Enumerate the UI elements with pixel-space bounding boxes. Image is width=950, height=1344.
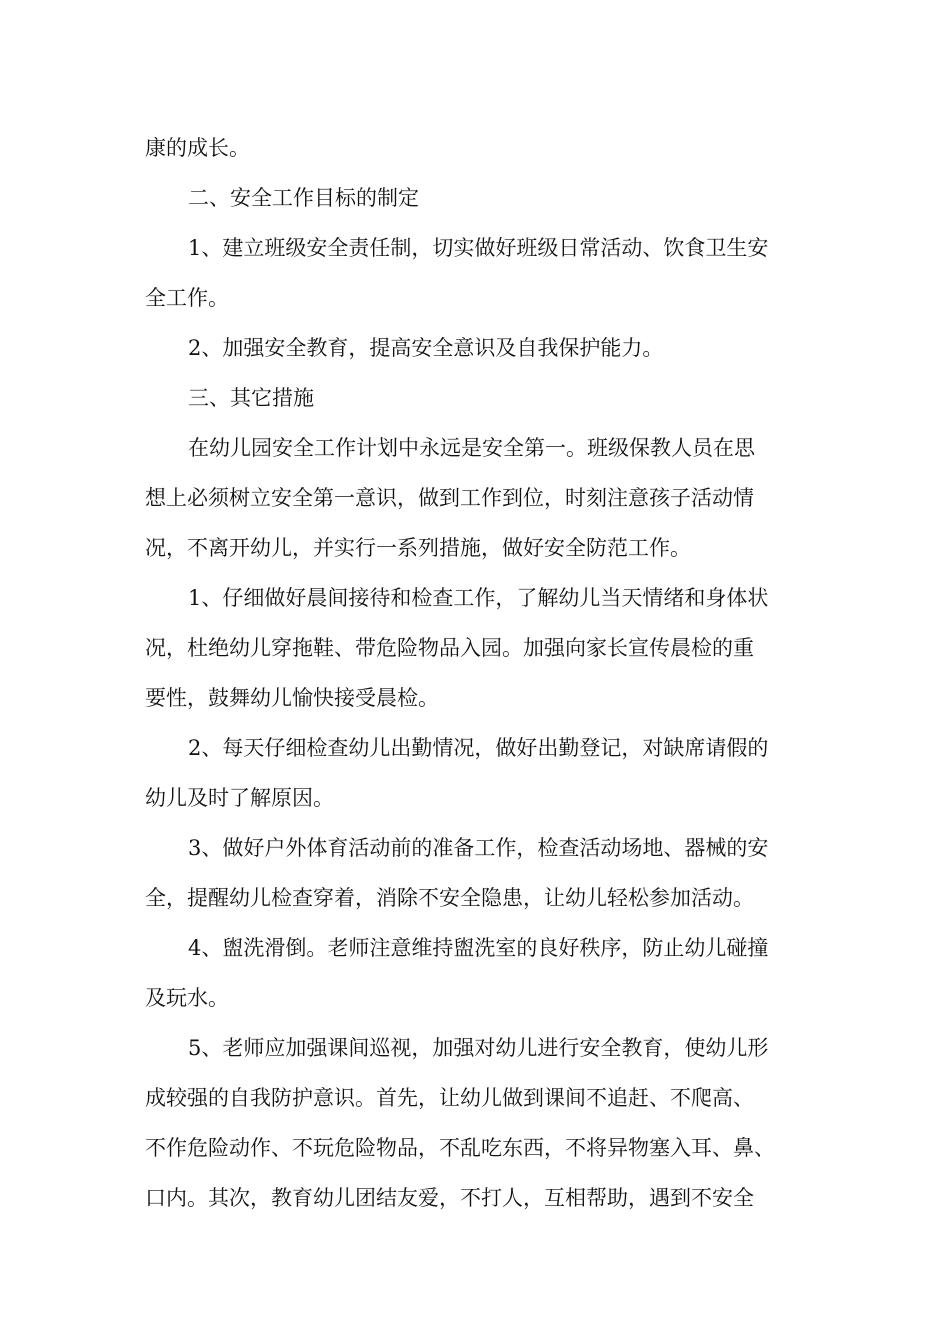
text-line: 口内。其次，教育幼儿团结友爱，不打人，互相帮助，遇到不安全 (145, 1186, 754, 1210)
text-line: 康的成长。 (145, 136, 250, 160)
text-line: 全，提醒幼儿检查穿着，消除不安全隐患，让幼儿轻松参加活动。 (145, 886, 754, 910)
text-line: 况，杜绝幼儿穿拖鞋、带危险物品入园。加强向家长宣传晨检的重 (145, 636, 754, 660)
text-line: 1、仔细做好晨间接待和检查工作，了解幼儿当天情绪和身体状 (188, 586, 769, 610)
text-line: 在幼儿园安全工作计划中永远是安全第一。班级保教人员在思 (188, 436, 755, 460)
text-line: 4、盥洗滑倒。老师注意维持盥洗室的良好秩序，防止幼儿碰撞 (188, 936, 769, 960)
text-line: 全工作。 (145, 286, 229, 310)
text-line: 要性，鼓舞幼儿愉快接受晨检。 (145, 686, 439, 710)
section-heading: 二、安全工作目标的制定 (188, 186, 419, 210)
text-line: 2、每天仔细检查幼儿出勤情况，做好出勤登记，对缺席请假的 (188, 736, 769, 760)
text-line: 况，不离开幼儿，并实行一系列措施，做好安全防范工作。 (145, 536, 691, 560)
text-line: 成较强的自我防护意识。首先，让幼儿做到课间不追赶、不爬高、 (145, 1086, 754, 1110)
text-line: 幼儿及时了解原因。 (145, 786, 334, 810)
text-line: 1、建立班级安全责任制，切实做好班级日常活动、饮食卫生安 (188, 236, 769, 260)
text-line: 5、老师应加强课间巡视，加强对幼儿进行安全教育，使幼儿形 (188, 1036, 769, 1060)
text-line: 想上必须树立安全第一意识，做到工作到位，时刻注意孩子活动情 (145, 486, 754, 510)
text-line: 及玩水。 (145, 986, 229, 1010)
text-line: 不作危险动作、不玩危险物品，不乱吃东西，不将异物塞入耳、鼻、 (145, 1136, 775, 1160)
text-line: 3、做好户外体育活动前的准备工作，检查活动场地、器械的安 (188, 836, 769, 860)
text-line: 2、加强安全教育，提高安全意识及自我保护能力。 (188, 336, 664, 360)
section-heading: 三、其它措施 (188, 386, 314, 410)
